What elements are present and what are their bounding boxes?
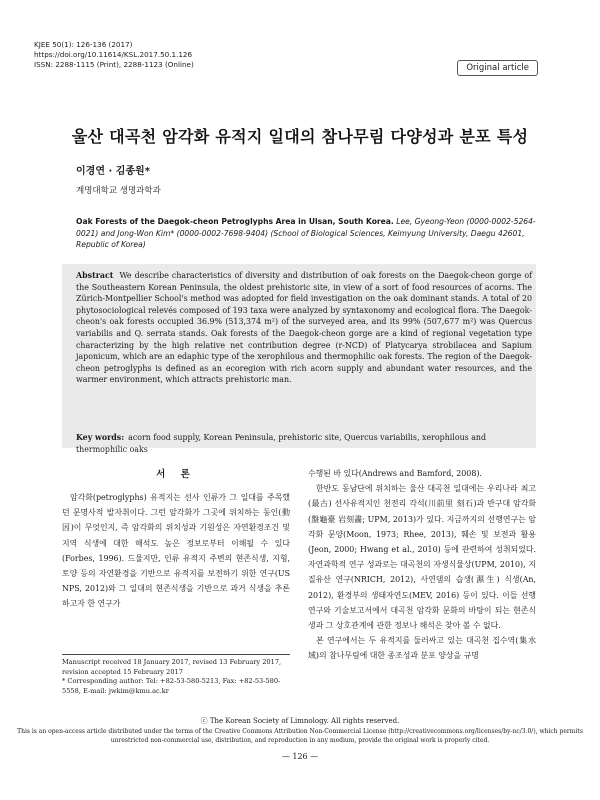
abstract-text: We describe characteristics of diversity and distribution of oak forests on the Daegok-cheon gorge of the Southeastern Korean Peninsula, the oldest prehistoric site, in view of a sort of food resources of acorns. The Zürich-Montpellier School's method was adopted for field investigation on the oak dominant stands. A total of 20 phytosociological relevés composed of 193 taxa were analyzed by syntaxonomy and ecological flora. The Daegok-cheon's oak forests occupied 36.9% (513,374 m²) of the surveyed area, and its 99% (507,677 m²) was Quercus variabilis and Q. serrata stands. Oak forests of the Daegok-cheon gorge are a kind of regional vegetation type characterizing by the high relative net contribution degree (r-NCD) of Platycarya strobilacea and Sapium japonicum, which are an edaphic type of the xerophilous and thermophilic oak forests. The region of the Daegok-cheon petroglyphs is defined as an ecoregion with rich acorn supply and abundant water resources, and the warmer environment, which attracts prehistoric man. — [76, 271, 532, 385]
keywords-text: acorn food supply, Korean Peninsula, prehistoric site, Quercus variabilis, xerophilous and thermophilic oaks — [76, 433, 487, 454]
body-paragraph: 암각화(petroglyphs) 유적지는 선사 인류가 그 일대를 주목했던 문명사적 발자취이다. 그런 암각화가 그곳에 위치하는 동인(動因)이 무엇인지, 즉 암각화의 위치성과 기원성은 자연환경조건 및 지역 식생에 대한 해석도 높은 정보로부터 이해될 수 있다(Forbes, 1996). 드물지만, 인류 유적지 주변의 현존식생, 지형, 토양 등의 자연환경을 기반으로 유적지를 보전하기 위한 연구(US NPS, 2012)와 그 일대의 현존식생을 기반으로 과거 식생을 추론하고자 한 연구가 — [62, 493, 290, 609]
body-paragraph: 본 연구에서는 두 유적지를 둘러싸고 있는 대곡천 집수역(集水域)의 참나무림에 대한 종조성과 분포 양상을 규명 — [308, 636, 536, 661]
english-title: Oak Forests of the Daegok-cheon Petroglyphs Area in Ulsan, South Korea. — [76, 217, 394, 226]
body-paragraph: 수행된 바 있다(Andrews and Bamford, 2008). — [308, 469, 482, 478]
license-text: This is an open-access article distributed under the terms of the Creative Commons Attribution Non-Commercial License (http://creativecommons.org/licenses/by-nc/3.0/), which permits unrestricted non-commercial use, distribution, and reproduction in any medium, provide the original work is properly cited. — [17, 728, 583, 744]
article-type-badge: Original article — [457, 60, 538, 76]
keywords — [76, 432, 532, 455]
footnote — [62, 658, 292, 696]
body-column-left — [62, 490, 290, 612]
journal-doi[interactable]: https://doi.org/10.11614/KSL.2017.50.1.126 — [34, 50, 193, 59]
footnote-divider — [62, 654, 290, 655]
journal-citation: KJEE 50(1): 126-136 (2017) — [34, 40, 133, 49]
keywords-label: Key words: — [76, 433, 125, 442]
body-paragraph: 한반도 동남단에 위치하는 울산 대곡천 일대에는 우리나라 최고(最古) 선사유적지인 천전리 각석(川前里 刻石)과 반구대 암각화(盤龜臺 岩刻畵; UPM, 2013)가 있다. 지금까지의 선행연구는 암각화 문양(Moon, 1973; Rhee, 2013), 훼손 및 보전과 활용(Jeon, 2000; Hwang et al., 2010) 등에 관련하여 성취되었다. 자연과학적 연구 성과로는 대곡천의 자생식물상(UPM, 2010), 지질유산 연구(NRICH, 2012), 사연댐의 습생(濕生) 식생(An, 2012), 환경부의 생태자연도(MEV, 2016) 등이 있다. 이들 선행 연구와 기술보고서에서 대곡천 암각화 문화의 바탕이 되는 현존식생과 그 상호관계에 관한 정보나 해석은 찾아 볼 수 없다. — [308, 484, 536, 631]
body-column-right — [308, 466, 536, 664]
affiliation: 계명대학교 생명과학과 — [76, 186, 161, 196]
page-number: — 126 — — [281, 752, 319, 761]
journal-issn: ISSN: 2288-1115 (Print), 2288-1123 (Online) — [34, 60, 194, 69]
english-authors: Lee, Gyeong-Yeon (0000-0002-5264-0021) and Jong-Won Kim* (0000-0002-7698-9404) (School of Biological Sciences, Keimyung University, Daegu 42601, Republic of Korea) — [76, 217, 536, 249]
abstract-label: Abstract — [76, 271, 114, 280]
copyright-line: ⓒ The Korean Society of Limnology. All rights reserved. — [200, 717, 400, 725]
section-heading-introduction: 서 론 — [156, 469, 196, 480]
paper-title: 울산 대곡천 암각화 유적지 일대의 참나무림 다양성과 분포 특성 — [71, 127, 529, 146]
manuscript-dates: Manuscript received 18 January 2017, revised 13 February 2017, revision accepted 15 February 2017 — [62, 658, 282, 676]
corresponding-author: * Corresponding author: Tel: +82-53-580-5213, Fax: +82-53-580-5558, E-mail: jwkim@kmu.ac.kr — [62, 677, 281, 695]
journal-header — [34, 40, 194, 70]
english-citation-block — [76, 216, 536, 251]
author-list: 이경연 · 김종원* — [76, 166, 150, 177]
abstract — [76, 270, 532, 386]
